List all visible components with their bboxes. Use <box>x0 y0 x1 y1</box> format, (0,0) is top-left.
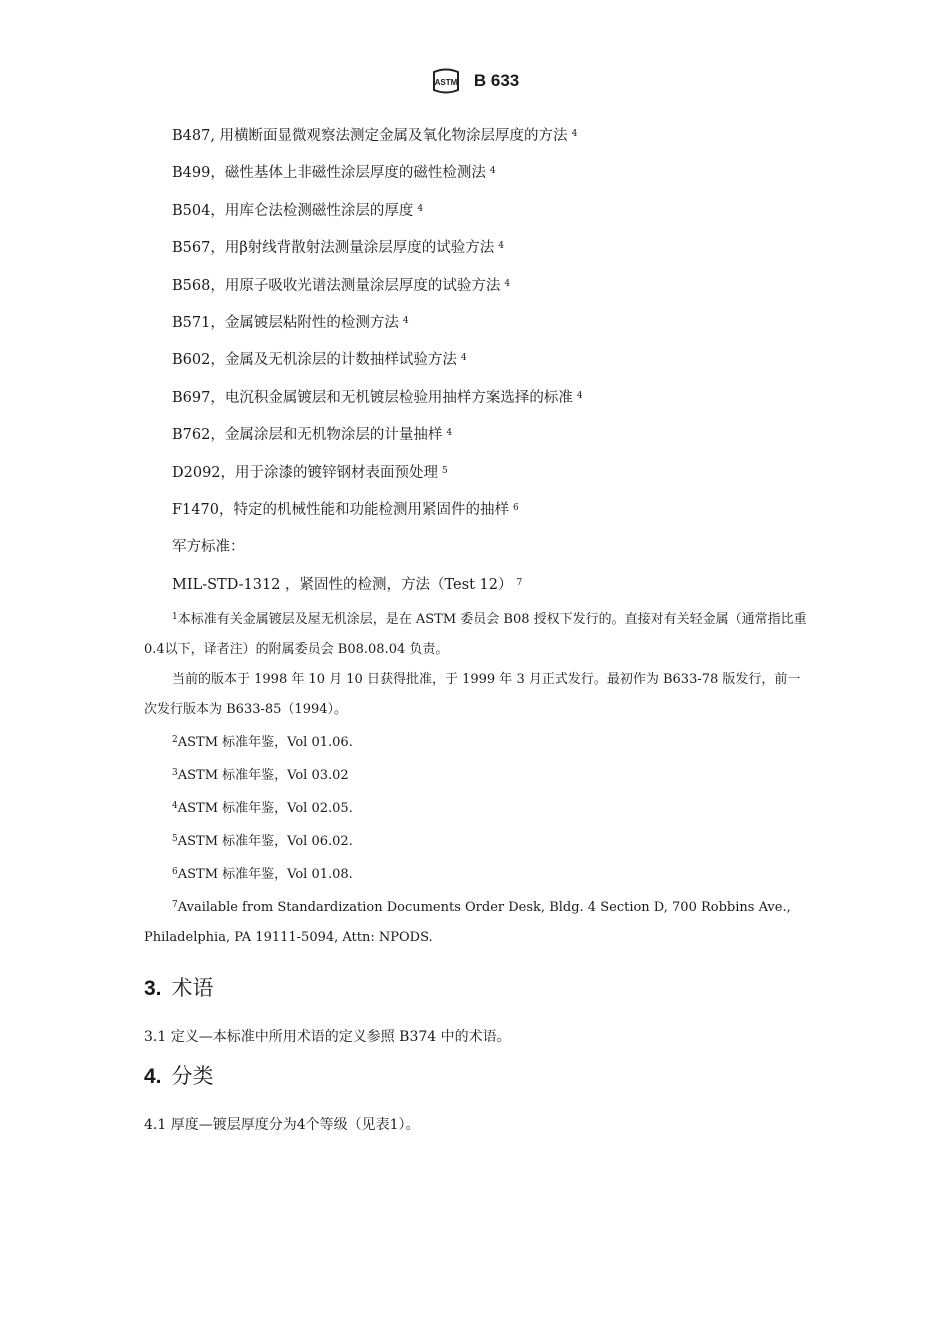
footnote-ref: 4 <box>576 390 583 401</box>
section-number: 4. <box>144 1065 162 1088</box>
section-title: 分类 <box>171 1064 214 1088</box>
reference-text: B697，电沉积金属镀层和无机镀层检验用抽样方案选择的标准 <box>172 389 573 406</box>
reference-text: B499，磁性基体上非磁性涂层厚度的磁性检测法 <box>172 165 486 182</box>
clause-4-1: 4.1 厚度—镀层厚度分为4个等级（见表1）。 <box>144 1117 420 1133</box>
reference-text: F1470，特定的机械性能和功能检测用紧固件的抽样 <box>172 502 509 518</box>
footnote-marker: 7 <box>172 900 178 910</box>
footnote-ref: 4 <box>571 129 578 139</box>
footnote-1-continued: 当前的版本于 1998 年 10 月 10 日获得批准，于 1999 年 3 月正式发行。最初作为 B633-78 版发行，前一次发行版本为 B633-85（1994）。 <box>144 672 801 717</box>
footnote-ref: 5 <box>442 465 448 476</box>
section-number: 3. <box>144 977 162 1000</box>
section-4-heading <box>144 1060 214 1090</box>
reference-text: B504，用库仑法检测磁性涂层的厚度 <box>172 202 414 219</box>
footnote-marker: 1 <box>172 612 178 622</box>
footnote-ref: 4 <box>498 241 504 252</box>
footnote-marker: 3 <box>172 768 178 778</box>
footnote-5 <box>144 824 810 857</box>
reference-item <box>172 498 519 519</box>
footnote-6 <box>144 857 810 890</box>
reference-text: B568，用原子吸收光谱法测量涂层厚度的试验方法 <box>172 277 501 294</box>
footnote-ref: 6 <box>512 503 519 513</box>
reference-text: B762，金属涂层和无机物涂层的计量抽样 <box>172 427 443 444</box>
reference-item <box>172 386 583 407</box>
astm-logo <box>431 68 461 94</box>
reference-item <box>172 236 504 257</box>
footnote-ref: 4 <box>504 278 511 289</box>
footnote-text: ASTM 标准年鉴，Vol 01.06. <box>177 735 353 750</box>
section-title: 术语 <box>171 976 214 1000</box>
footnote-text: ASTM 标准年鉴，Vol 02.05. <box>177 801 353 816</box>
footnote-text: ASTM 标准年鉴，Vol 06.02. <box>177 834 353 849</box>
reference-item <box>172 348 467 369</box>
footnote-3 <box>144 758 810 791</box>
reference-text: B567，用β射线背散射法测量涂层厚度的试验方法 <box>172 240 495 257</box>
standard-number: B 633 <box>473 71 520 90</box>
footnote-7 <box>144 890 810 953</box>
footnote-list <box>144 725 810 953</box>
section-3-heading <box>144 972 214 1002</box>
reference-item <box>172 535 245 556</box>
footnote-1 <box>144 602 810 665</box>
footnote-text: Available from Standardization Documents Order Desk, Bldg. 4 Section D, 700 Robbins Ave., Philadelphia, PA 19111-5094, Attn: NPODS. <box>144 900 791 945</box>
footnote-ref: 4 <box>417 203 424 214</box>
footnote-text: 本标准有关金属镀层及屋无机涂层，是在 ASTM 委员会 B08 授权下发行的。直接对有关轻金属（通常指比重0.4以下，译者注）的附属委员会 B08.08.04 负责。 <box>144 612 807 657</box>
reference-item <box>172 311 409 332</box>
reference-item <box>172 274 510 295</box>
footnote-text: ASTM 标准年鉴，Vol 01.08. <box>177 867 353 882</box>
reference-text: B571，金属镀层粘附性的检测方法 <box>172 315 399 331</box>
reference-item <box>172 124 577 145</box>
reference-text: D2092，用于涂漆的镀锌钢材表面预处理 <box>172 464 439 481</box>
footnote-ref: 4 <box>460 353 467 364</box>
svg-text:ASTM: ASTM <box>434 78 458 87</box>
footnote-ref: 7 <box>516 577 523 588</box>
reference-text: 军方标准： <box>172 539 245 556</box>
reference-item <box>172 461 448 482</box>
reference-text: B487, 用横断面显微观察法测定金属及氧化物涂层厚度的方法 <box>172 128 568 144</box>
footnote-ref: 4 <box>489 166 496 177</box>
footnote-marker: 5 <box>172 834 178 844</box>
footnote-4 <box>144 791 810 824</box>
page-header <box>0 68 950 94</box>
reference-item <box>172 161 496 182</box>
reference-item <box>172 199 423 220</box>
reference-item <box>172 573 522 594</box>
footnote-marker: 6 <box>172 867 178 877</box>
footnotes <box>144 602 810 953</box>
footnote-marker: 4 <box>172 801 178 811</box>
footnote-ref: 4 <box>446 428 453 439</box>
reference-item <box>172 423 452 444</box>
footnote-2 <box>144 725 810 758</box>
clause-3-1: 3.1 定义—本标准中所用术语的定义参照 B374 中的术语。 <box>144 1029 511 1045</box>
reference-text: MIL-STD-1312 ，紧固性的检测，方法（Test 12） <box>172 576 513 593</box>
footnote-ref: 4 <box>402 316 409 326</box>
footnote-text: ASTM 标准年鉴，Vol 03.02 <box>177 768 349 783</box>
footnote-marker: 2 <box>172 735 178 745</box>
reference-text: B602，金属及无机涂层的计数抽样试验方法 <box>172 352 457 369</box>
